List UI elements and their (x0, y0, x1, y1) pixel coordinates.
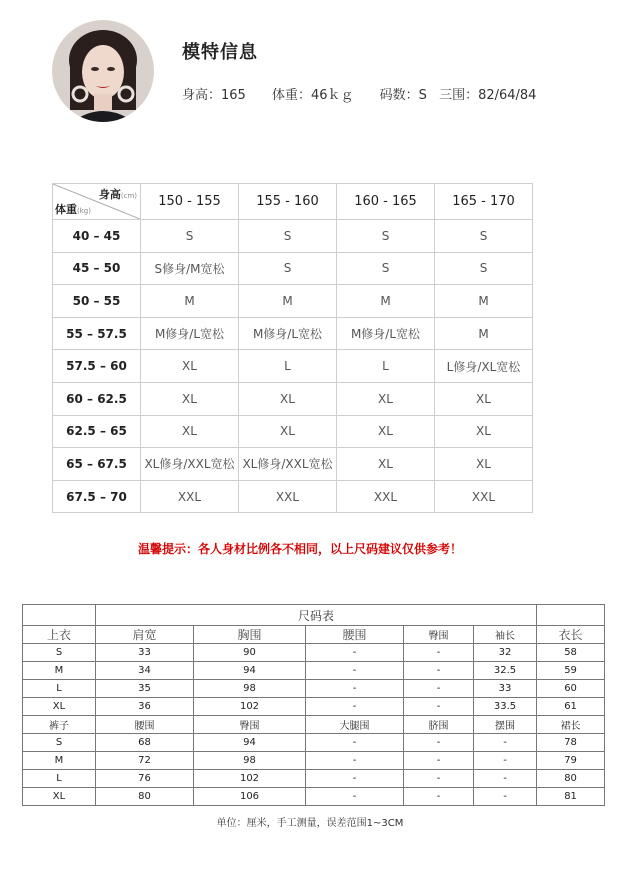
size-cell: L (337, 350, 435, 383)
size-cell: XL (435, 382, 533, 415)
model-weight: 体重：46ｋｇ (271, 88, 354, 103)
size-cell: M (141, 285, 239, 318)
chart-row (23, 698, 605, 716)
chart-cell: - (404, 680, 474, 698)
chart-cell: 98 (194, 752, 306, 770)
size-cell: XL (239, 382, 337, 415)
weight-range-cell: 60 – 62.5 (53, 382, 141, 415)
size-cell: S (239, 220, 337, 253)
model-avatar (52, 20, 154, 122)
chart-cell: - (306, 680, 404, 698)
chart-cell: - (404, 734, 474, 752)
size-cell: M修身/L宽松 (239, 317, 337, 350)
chart-cell: 106 (194, 788, 306, 806)
chart-cell: XL (23, 788, 96, 806)
chart-cell: 35 (96, 680, 194, 698)
chart-cell: - (306, 662, 404, 680)
chart-cell: 80 (537, 770, 605, 788)
chart-header-cell: 裙长 (537, 716, 605, 734)
chart-cell: L (23, 770, 96, 788)
chart-cell: - (306, 770, 404, 788)
size-cell: XL修身/XXL宽松 (141, 448, 239, 481)
chart-cell: 94 (194, 662, 306, 680)
chart-cell: M (23, 662, 96, 680)
size-cell: XXL (435, 480, 533, 513)
size-recommendation-table (52, 183, 533, 513)
size-cell: M修身/L宽松 (337, 317, 435, 350)
chart-row (23, 680, 605, 698)
size-table-row (53, 448, 533, 481)
chart-cell: - (404, 788, 474, 806)
size-cell: XL (141, 350, 239, 383)
chart-cell: - (306, 788, 404, 806)
chart-cell: 33 (474, 680, 537, 698)
size-cell: XL (337, 382, 435, 415)
weight-range-cell: 65 – 67.5 (53, 448, 141, 481)
chart-cell: - (404, 698, 474, 716)
chart-cell: 94 (194, 734, 306, 752)
chart-cell: 32.5 (474, 662, 537, 680)
chart-cell: 68 (96, 734, 194, 752)
chart-cell: - (404, 644, 474, 662)
corner-height-unit: (cm) (120, 192, 137, 200)
model-size: 码数：S (379, 88, 427, 103)
chart-cell: - (474, 752, 537, 770)
chart-row (23, 644, 605, 662)
model-info-card (52, 18, 572, 128)
model-portrait-image (52, 20, 154, 122)
chart-header-cell: 大腿围 (306, 716, 404, 734)
chart-cell: - (306, 734, 404, 752)
size-table-row (53, 350, 533, 383)
size-table-row (53, 317, 533, 350)
chart-header-cell: 腰围 (96, 716, 194, 734)
size-cell: S (435, 220, 533, 253)
chart-cell: 81 (537, 788, 605, 806)
weight-range-cell: 67.5 – 70 (53, 480, 141, 513)
weight-range-cell: 50 – 55 (53, 285, 141, 318)
chart-header-cell: 胸围 (194, 626, 306, 644)
chart-header-cell: 裤子 (23, 716, 96, 734)
corner-height-label: 身高 (98, 188, 121, 201)
size-cell: XL (141, 382, 239, 415)
height-range-header: 160 - 165 (337, 184, 435, 220)
chart-row (23, 734, 605, 752)
height-range-header: 165 - 170 (435, 184, 533, 220)
chart-cell: S (23, 644, 96, 662)
size-cell: XL (141, 415, 239, 448)
chart-header-cell: 上衣 (23, 626, 96, 644)
size-cell: XXL (141, 480, 239, 513)
chart-cell: - (306, 698, 404, 716)
size-cell: M (435, 285, 533, 318)
chart-cell: - (404, 752, 474, 770)
size-cell: S (141, 220, 239, 253)
size-table-row (53, 252, 533, 285)
chart-cell: 98 (194, 680, 306, 698)
size-cell: M (435, 317, 533, 350)
chart-cell: - (474, 734, 537, 752)
corner-weight-label: 体重 (55, 203, 77, 216)
chart-cell: 90 (194, 644, 306, 662)
size-cell: XXL (337, 480, 435, 513)
chart-top-header-row (23, 626, 605, 644)
size-chart-title: 尺码表 (298, 608, 335, 623)
chart-cell: 78 (537, 734, 605, 752)
chart-cell: 76 (96, 770, 194, 788)
size-table-header-row (53, 184, 533, 220)
chart-row (23, 770, 605, 788)
chart-cell: 33 (96, 644, 194, 662)
chart-header-cell: 臀围 (404, 626, 474, 644)
chart-cell: 79 (537, 752, 605, 770)
model-height: 身高：165 (182, 88, 246, 103)
chart-cell: 32 (474, 644, 537, 662)
size-cell: S (239, 252, 337, 285)
chart-cell: 61 (537, 698, 605, 716)
size-cell: L (239, 350, 337, 383)
size-cell: XL (337, 415, 435, 448)
weight-range-cell: 45 – 50 (53, 252, 141, 285)
chart-cell: 33.5 (474, 698, 537, 716)
chart-header-cell: 腰围 (306, 626, 404, 644)
size-table-corner (53, 184, 141, 220)
size-cell: M (337, 285, 435, 318)
chart-cell: 34 (96, 662, 194, 680)
size-cell: XL (435, 415, 533, 448)
chart-header-cell: 脐围 (404, 716, 474, 734)
model-stats (182, 84, 536, 103)
chart-cell: 58 (537, 644, 605, 662)
chart-row (23, 788, 605, 806)
chart-cell: S (23, 734, 96, 752)
size-cell: S (435, 252, 533, 285)
unit-note: 单位：厘米，手工测量，误差范围1~3CM (216, 818, 404, 829)
chart-header-cell: 袖长 (474, 626, 537, 644)
chart-cell: 60 (537, 680, 605, 698)
height-range-header: 155 - 160 (239, 184, 337, 220)
chart-cell: L (23, 680, 96, 698)
chart-row (23, 752, 605, 770)
size-cell: S (337, 220, 435, 253)
chart-row (23, 662, 605, 680)
chart-cell: M (23, 752, 96, 770)
chart-cell: 72 (96, 752, 194, 770)
weight-range-cell: 55 – 57.5 (53, 317, 141, 350)
size-cell: XL (337, 448, 435, 481)
size-cell: M修身/L宽松 (141, 317, 239, 350)
size-cell: XXL (239, 480, 337, 513)
chart-cell: - (474, 788, 537, 806)
size-table-row (53, 382, 533, 415)
chart-cell: - (306, 644, 404, 662)
chart-cell: - (404, 770, 474, 788)
chart-header-cell: 肩宽 (96, 626, 194, 644)
chart-cell: XL (23, 698, 96, 716)
chart-cell: - (306, 752, 404, 770)
size-cell: S修身/M宽松 (141, 252, 239, 285)
reference-tip: 温馨提示：各人身材比例各不相同，以上尺码建议仅供参考！ (137, 542, 462, 556)
height-range-header: 150 - 155 (141, 184, 239, 220)
size-cell: XL (435, 448, 533, 481)
chart-cell: 80 (96, 788, 194, 806)
chart-header-cell: 摆围 (474, 716, 537, 734)
chart-cell: 59 (537, 662, 605, 680)
size-table-row (53, 415, 533, 448)
chart-bottom-header-row (23, 716, 605, 734)
size-table-row (53, 285, 533, 318)
weight-range-cell: 57.5 – 60 (53, 350, 141, 383)
size-cell: S (337, 252, 435, 285)
size-cell: M (239, 285, 337, 318)
size-cell: XL修身/XXL宽松 (239, 448, 337, 481)
model-info-title: 模特信息 (182, 42, 258, 63)
chart-cell: 102 (194, 770, 306, 788)
chart-cell: 102 (194, 698, 306, 716)
size-chart-title-row (23, 605, 605, 626)
size-chart-table (22, 604, 605, 806)
chart-header-cell: 臀围 (194, 716, 306, 734)
size-cell: XL (239, 415, 337, 448)
size-table-row (53, 480, 533, 513)
chart-cell: - (404, 662, 474, 680)
chart-cell: - (474, 770, 537, 788)
weight-range-cell: 40 – 45 (53, 220, 141, 253)
size-table-row (53, 220, 533, 253)
model-measurements: 三围：82/64/84 (439, 88, 537, 103)
weight-range-cell: 62.5 – 65 (53, 415, 141, 448)
corner-weight-unit: (kg) (77, 207, 91, 215)
size-cell: L修身/XL宽松 (435, 350, 533, 383)
chart-header-cell: 衣长 (537, 626, 605, 644)
chart-cell: 36 (96, 698, 194, 716)
